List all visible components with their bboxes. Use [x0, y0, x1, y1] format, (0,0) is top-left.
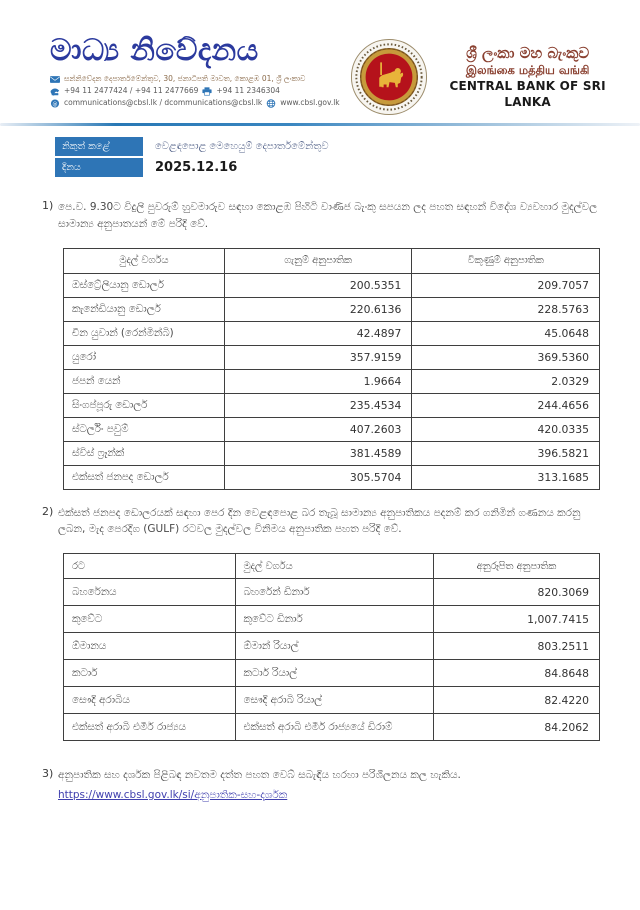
- table-row: [64, 660, 600, 687]
- buy-rate: 357.9159: [224, 345, 412, 369]
- column-header-currency: මුදල් වර්ගය: [235, 554, 433, 579]
- table-row: [64, 297, 600, 321]
- svg-text:@: @: [52, 100, 58, 107]
- column-header-buying: ගැනුම් අනුපාතික: [224, 248, 412, 273]
- contact-website: www.cbsl.gov.lk: [280, 98, 340, 107]
- table-row: [64, 393, 600, 417]
- sell-rate: 2.0329: [412, 369, 600, 393]
- currency-name: චීන යුවාන් (රෙන්මින්බි): [64, 321, 225, 345]
- paragraph-1: [42, 199, 600, 233]
- contact-address-line: [50, 73, 350, 85]
- currency-name: බහරේන් ඩිනාර්: [235, 579, 433, 606]
- buy-rate: 220.6136: [224, 297, 412, 321]
- rate-value: 1,007.7415: [433, 606, 599, 633]
- currency-name: ස්ටර්ලිං පවුම්: [64, 417, 225, 441]
- header-divider: [0, 123, 640, 126]
- country-name: ඕමානය: [64, 633, 236, 660]
- gulf-rates-table: [63, 553, 600, 741]
- buy-rate: 1.9664: [224, 369, 412, 393]
- rates-indicators-link[interactable]: https://www.cbsl.gov.lk/si/අනුපාතික-සහ-දර්ශක: [58, 788, 288, 801]
- currency-name: කටාර් රියාල්: [235, 660, 433, 687]
- rate-value: 820.3069: [433, 579, 599, 606]
- sell-rate: 244.4656: [412, 393, 600, 417]
- bank-name-english: CENTRAL BANK OF SRI LANKA: [449, 78, 606, 109]
- issued-by-value: වෙළඳපොළ මෙහෙයුම් දෙපාර්තමේන්තුව: [155, 141, 329, 152]
- column-header-country: රට: [64, 554, 236, 579]
- country-name: කටාර්: [64, 660, 236, 687]
- country-name: එක්සත් අරාබි එමීර් රාජ්‍යය: [64, 714, 236, 741]
- buy-rate: 235.4534: [224, 393, 412, 417]
- contact-address: සන්නිවේදන දෙපාර්තමේන්තුව, 30, ජනාධිපති මාවත, කොළඹ 01, ශ්‍රී ලංකාව: [64, 74, 306, 83]
- currency-name: ඔස්ට්‍රේලියානු ඩොලර්: [64, 273, 225, 297]
- table-row: [64, 273, 600, 297]
- currency-name: කුවේට ඩිනාර්: [235, 606, 433, 633]
- currency-name: යුරෝ: [64, 345, 225, 369]
- paragraph-1-text: පෙ.ව. 9.30ට විදුලි පුවරුම් හුවමාරුව සඳහා කොළඹ පිහිටි වාණිජ බැංකු සපයන ලද පහත සඳහන් විදේශ ව්‍යවහාර මුදල්වල සාමාන්‍ය අනුපාතයන් මේ පරිදි වේ.: [58, 201, 598, 230]
- globe-icon: [266, 99, 276, 108]
- table-row: [64, 465, 600, 489]
- rate-value: 803.2511: [433, 633, 599, 660]
- issued-by-row: [55, 137, 640, 156]
- country-name: සෞදි අරාබිය: [64, 687, 236, 714]
- rate-value: 82.4220: [433, 687, 599, 714]
- rate-value: 84.2062: [433, 714, 599, 741]
- buy-rate: 42.4897: [224, 321, 412, 345]
- exchange-rates-table: [63, 248, 600, 490]
- date-row: [55, 158, 640, 177]
- column-header-selling: විකුණුම් අනුපාතික: [412, 248, 600, 273]
- paragraph-3: [42, 767, 600, 804]
- paragraph-2-text: එක්සත් ජනපද ඩොලරයක් සඳහා පෙර දින වෙළඳපොළ බර තැබූ සාමාන්‍ය අනුපාතිකය පදනම් කර ගනිමින් ගණනය කරනු ලබන, මැද පෙරදිග (GULF) රටවල මුදල්වල විනිමය අනුපාතික පහත පරිදි වේ.: [58, 506, 581, 536]
- cbsl-logo-icon: [350, 38, 428, 116]
- meta-block: [55, 137, 640, 177]
- table-row: [64, 714, 600, 741]
- paragraph-2: [42, 505, 600, 539]
- paragraph-1-number: 1): [42, 199, 54, 212]
- currency-name: ස්විස් ෆ්‍රෑන්ක්: [64, 441, 225, 465]
- bank-names: [437, 44, 618, 110]
- sell-rate: 209.7057: [412, 273, 600, 297]
- currency-name: එක්සත් ජනපද ඩොලර්: [64, 465, 225, 489]
- currency-name: සෞදි අරාබි රියාල්: [235, 687, 433, 714]
- country-name: කුවේට: [64, 606, 236, 633]
- sell-rate: 228.5763: [412, 297, 600, 321]
- sell-rate: 396.5821: [412, 441, 600, 465]
- buy-rate: 381.4589: [224, 441, 412, 465]
- table-row: [64, 687, 600, 714]
- paragraph-3-number: 3): [42, 767, 54, 781]
- issued-by-label: නිකුත් කළේ: [55, 137, 143, 156]
- column-header-rate: අනුරූපිත අනුපාතික: [433, 554, 599, 579]
- paragraph-2-number: 2): [42, 504, 54, 518]
- table-row: [64, 369, 600, 393]
- contact-phone: +94 11 2477424 / +94 11 2477669: [64, 86, 199, 95]
- buy-rate: 407.2603: [224, 417, 412, 441]
- table-row: [64, 441, 600, 465]
- date-value: 2025.12.16: [155, 160, 238, 175]
- contact-email: communications@cbsl.lk / dcommunications@cbsl.lk: [64, 98, 263, 107]
- table-row: [64, 606, 600, 633]
- column-header-currency: මුදල් වර්ගය: [64, 248, 225, 273]
- table-header-row: [64, 248, 600, 273]
- bank-name-tamil: இலங்கை மத்திய வங்கி: [465, 62, 590, 77]
- table-row: [64, 579, 600, 606]
- masthead-title: මාධ්‍ය නිවේදනය: [50, 33, 259, 68]
- paragraph-3-body: අනුපාතික සහ දර්ශක පිළිබඳ නවතම දත්ත පහත වෙබ් සබැඳිය හරහා පරිශීලනය කල හැකිය.: [58, 769, 461, 782]
- sell-rate: 45.0648: [412, 321, 600, 345]
- contact-fax: +94 11 2346304: [216, 86, 280, 95]
- phone-icon: [50, 87, 60, 96]
- paragraph-3-text: [58, 767, 461, 804]
- currency-name: ජපන් යෙන්: [64, 369, 225, 393]
- envelope-icon: [50, 75, 60, 84]
- contact-phone-line: [50, 85, 350, 97]
- currency-name: ඕමාන් රියාල්: [235, 633, 433, 660]
- table-row: [64, 345, 600, 369]
- buy-rate: 305.5704: [224, 465, 412, 489]
- sell-rate: 313.1685: [412, 465, 600, 489]
- rate-value: 84.8648: [433, 660, 599, 687]
- at-sign-icon: [50, 99, 60, 108]
- table-row: [64, 321, 600, 345]
- country-name: බහරේනය: [64, 579, 236, 606]
- bank-name-sinhala: ශ්‍රී ලංකා මහ බැංකුව: [466, 43, 590, 62]
- currency-name: කැනේඩියානු ඩොලර්: [64, 297, 225, 321]
- masthead: [50, 34, 350, 116]
- contact-email-line: [50, 97, 350, 109]
- table-row: [64, 633, 600, 660]
- sell-rate: 420.0335: [412, 417, 600, 441]
- currency-name: සිංගප්පූරු ඩොලර්: [64, 393, 225, 417]
- buy-rate: 200.5351: [224, 273, 412, 297]
- table-row: [64, 417, 600, 441]
- sell-rate: 369.5360: [412, 345, 600, 369]
- header: [0, 0, 640, 116]
- date-label: දිනය: [55, 158, 143, 177]
- table-header-row: [64, 554, 600, 579]
- bank-identity: [350, 38, 618, 116]
- currency-name: එක්සත් අරාබි එමීර් රාජ්‍යයේ ඩිරාම්: [235, 714, 433, 741]
- fax-icon: [202, 87, 212, 96]
